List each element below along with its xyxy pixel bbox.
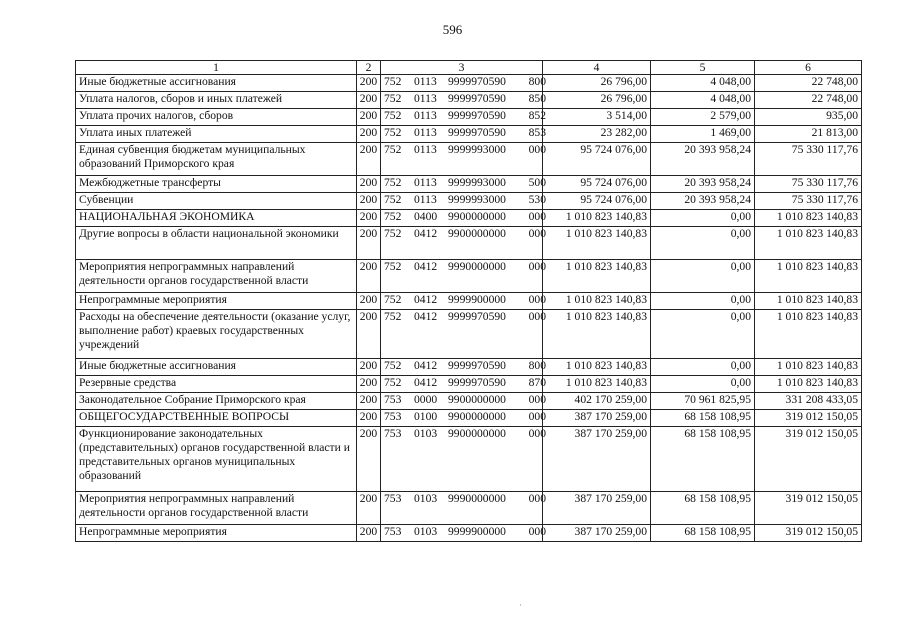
code-part-2: 0103 xyxy=(414,525,438,538)
code-part-4: 000 xyxy=(528,410,546,423)
row-value-5: 68 158 108,95 xyxy=(651,410,755,427)
code-part-4: 870 xyxy=(528,376,546,389)
code-part-3: 9999993000 xyxy=(448,176,506,189)
row-code xyxy=(381,176,546,193)
code-part-2: 0103 xyxy=(414,492,438,505)
code-part-2: 0412 xyxy=(414,359,438,372)
row-value-5: 68 158 108,95 xyxy=(651,525,755,542)
row-col2: 200 xyxy=(357,176,381,193)
row-name: НАЦИОНАЛЬНАЯ ЭКОНОМИКА xyxy=(76,210,357,227)
row-value-4: 387 170 259,00 xyxy=(543,410,651,427)
scan-speck: · xyxy=(519,600,522,610)
code-part-2: 0113 xyxy=(414,143,437,156)
row-code xyxy=(381,109,546,126)
row-code xyxy=(381,210,546,227)
row-value-5: 68 158 108,95 xyxy=(651,492,755,525)
code-part-2: 0113 xyxy=(414,75,437,88)
table-row xyxy=(76,75,862,92)
row-value-4: 1 010 823 140,83 xyxy=(543,260,651,293)
row-col2: 200 xyxy=(357,427,381,492)
code-part-4: 852 xyxy=(528,109,546,122)
code-part-2: 0412 xyxy=(414,260,438,273)
row-value-6: 22 748,00 xyxy=(755,75,862,92)
row-value-6: 1 010 823 140,83 xyxy=(755,210,862,227)
header-cell-2: 2 xyxy=(357,61,381,75)
code-part-3: 9999970590 xyxy=(448,126,506,139)
row-code xyxy=(381,126,546,143)
row-name: Мероприятия непрограммных направлений деятельности органов государственной власти xyxy=(76,492,357,525)
code-part-3: 9999970590 xyxy=(448,310,506,323)
code-part-1: 753 xyxy=(384,427,402,440)
code-part-4: 000 xyxy=(528,227,546,240)
code-part-3: 9999970590 xyxy=(448,109,506,122)
row-value-4: 1 010 823 140,83 xyxy=(543,359,651,376)
row-name: Мероприятия непрограммных направлений деятельности органов государственной власти xyxy=(76,260,357,293)
code-part-3: 9900000000 xyxy=(448,227,506,240)
row-value-5: 4 048,00 xyxy=(651,92,755,109)
row-value-5: 68 158 108,95 xyxy=(651,427,755,492)
row-value-4: 387 170 259,00 xyxy=(543,427,651,492)
row-value-6: 21 813,00 xyxy=(755,126,862,143)
row-code xyxy=(381,393,546,410)
row-value-5: 1 469,00 xyxy=(651,126,755,143)
table-row xyxy=(76,427,862,492)
row-name: Другие вопросы в области национальной экономики xyxy=(76,227,357,260)
code-part-1: 752 xyxy=(384,75,402,88)
code-part-2: 0000 xyxy=(414,393,438,406)
code-part-3: 9990000000 xyxy=(448,492,506,505)
row-col2: 200 xyxy=(357,193,381,210)
table-row xyxy=(76,293,862,310)
header-cell-4: 4 xyxy=(543,61,651,75)
row-value-6: 319 012 150,05 xyxy=(755,410,862,427)
row-code xyxy=(381,143,546,176)
table-row xyxy=(76,393,862,410)
code-part-2: 0412 xyxy=(414,293,438,306)
row-code xyxy=(381,376,546,393)
code-part-4: 800 xyxy=(528,359,546,372)
row-code xyxy=(381,293,546,310)
row-code xyxy=(381,310,546,359)
row-value-5: 0,00 xyxy=(651,359,755,376)
row-value-4: 26 796,00 xyxy=(543,92,651,109)
code-part-4: 000 xyxy=(528,293,546,306)
row-col2: 200 xyxy=(357,92,381,109)
row-col2: 200 xyxy=(357,359,381,376)
row-name: Законодательное Собрание Приморского края xyxy=(76,393,357,410)
row-value-4: 1 010 823 140,83 xyxy=(543,210,651,227)
code-part-4: 853 xyxy=(528,126,546,139)
code-part-1: 753 xyxy=(384,525,402,538)
row-value-6: 935,00 xyxy=(755,109,862,126)
row-value-4: 95 724 076,00 xyxy=(543,176,651,193)
code-part-3: 9999970590 xyxy=(448,75,506,88)
code-part-1: 753 xyxy=(384,492,402,505)
row-col2: 200 xyxy=(357,75,381,92)
row-code xyxy=(381,427,546,492)
row-code xyxy=(381,410,546,427)
row-code xyxy=(381,492,546,525)
row-value-6: 75 330 117,76 xyxy=(755,193,862,210)
row-value-5: 0,00 xyxy=(651,310,755,359)
row-name: Непрограммные мероприятия xyxy=(76,293,357,310)
row-value-5: 20 393 958,24 xyxy=(651,143,755,176)
code-part-1: 752 xyxy=(384,260,402,273)
row-value-6: 1 010 823 140,83 xyxy=(755,376,862,393)
code-part-4: 000 xyxy=(528,427,546,440)
code-part-1: 752 xyxy=(384,210,402,223)
table-row xyxy=(76,210,862,227)
code-part-4: 000 xyxy=(528,492,546,505)
row-code xyxy=(381,359,546,376)
row-col2: 200 xyxy=(357,492,381,525)
row-name: Межбюджетные трансферты xyxy=(76,176,357,193)
table-row xyxy=(76,126,862,143)
table-row xyxy=(76,410,862,427)
row-name: Непрограммные мероприятия xyxy=(76,525,357,542)
row-name: Иные бюджетные ассигнования xyxy=(76,75,357,92)
code-part-3: 9999970590 xyxy=(448,92,506,105)
header-cell-1: 1 xyxy=(76,61,357,75)
row-value-6: 75 330 117,76 xyxy=(755,143,862,176)
code-part-3: 9990000000 xyxy=(448,260,506,273)
row-col2: 200 xyxy=(357,227,381,260)
row-code xyxy=(381,227,546,260)
row-col2: 200 xyxy=(357,376,381,393)
code-part-1: 752 xyxy=(384,92,402,105)
code-part-1: 753 xyxy=(384,393,402,406)
table-row xyxy=(76,359,862,376)
row-value-5: 0,00 xyxy=(651,260,755,293)
table-row xyxy=(76,193,862,210)
header-cell-5: 5 xyxy=(651,61,755,75)
row-value-6: 331 208 433,05 xyxy=(755,393,862,410)
code-part-3: 9900000000 xyxy=(448,410,506,423)
row-value-6: 319 012 150,05 xyxy=(755,525,862,542)
row-name: Функционирование законодательных (представительных) органов государственной власти и представительных органов муниципальных образований xyxy=(76,427,357,492)
code-part-4: 000 xyxy=(528,260,546,273)
row-value-5: 20 393 958,24 xyxy=(651,176,755,193)
code-part-2: 0412 xyxy=(414,310,438,323)
row-code xyxy=(381,193,546,210)
row-col2: 200 xyxy=(357,260,381,293)
code-part-4: 000 xyxy=(528,525,546,538)
code-part-3: 9900000000 xyxy=(448,210,506,223)
row-code xyxy=(381,75,546,92)
row-name: Уплата иных платежей xyxy=(76,126,357,143)
code-part-3: 9999970590 xyxy=(448,359,506,372)
row-code xyxy=(381,92,546,109)
code-part-1: 752 xyxy=(384,126,402,139)
row-col2: 200 xyxy=(357,126,381,143)
row-name: Расходы на обеспечение деятельности (оказание услуг, выполнение работ) краевых государственных учреждений xyxy=(76,310,357,359)
row-value-6: 1 010 823 140,83 xyxy=(755,293,862,310)
table-row xyxy=(76,176,862,193)
row-col2: 200 xyxy=(357,410,381,427)
code-part-2: 0412 xyxy=(414,376,438,389)
row-col2: 200 xyxy=(357,293,381,310)
table-body xyxy=(76,61,862,542)
row-value-5: 0,00 xyxy=(651,227,755,260)
table-row xyxy=(76,525,862,542)
code-part-3: 9999970590 xyxy=(448,376,506,389)
code-part-4: 800 xyxy=(528,75,546,88)
header-cell-3: 3 xyxy=(381,61,543,75)
row-value-4: 95 724 076,00 xyxy=(543,143,651,176)
row-value-4: 387 170 259,00 xyxy=(543,492,651,525)
row-value-5: 70 961 825,95 xyxy=(651,393,755,410)
row-name: Резервные средства xyxy=(76,376,357,393)
row-value-4: 95 724 076,00 xyxy=(543,193,651,210)
row-value-6: 319 012 150,05 xyxy=(755,427,862,492)
row-value-5: 4 048,00 xyxy=(651,75,755,92)
row-value-6: 1 010 823 140,83 xyxy=(755,227,862,260)
row-col2: 200 xyxy=(357,109,381,126)
table-row xyxy=(76,92,862,109)
code-part-3: 9999993000 xyxy=(448,193,506,206)
table-row xyxy=(76,492,862,525)
table-row xyxy=(76,227,862,260)
budget-table xyxy=(75,60,862,542)
code-part-2: 0113 xyxy=(414,193,437,206)
code-part-4: 000 xyxy=(528,393,546,406)
code-part-1: 752 xyxy=(384,109,402,122)
code-part-3: 9999993000 xyxy=(448,143,506,156)
code-part-2: 0113 xyxy=(414,92,437,105)
code-part-1: 752 xyxy=(384,293,402,306)
row-value-4: 402 170 259,00 xyxy=(543,393,651,410)
code-part-2: 0103 xyxy=(414,427,438,440)
code-part-2: 0113 xyxy=(414,109,437,122)
row-col2: 200 xyxy=(357,210,381,227)
row-value-6: 1 010 823 140,83 xyxy=(755,260,862,293)
code-part-1: 752 xyxy=(384,310,402,323)
code-part-4: 000 xyxy=(528,310,546,323)
code-part-4: 530 xyxy=(528,193,546,206)
row-value-6: 1 010 823 140,83 xyxy=(755,359,862,376)
code-part-1: 752 xyxy=(384,227,402,240)
row-value-6: 22 748,00 xyxy=(755,92,862,109)
row-value-6: 1 010 823 140,83 xyxy=(755,310,862,359)
header-cell-6: 6 xyxy=(755,61,862,75)
row-value-4: 26 796,00 xyxy=(543,75,651,92)
row-value-4: 1 010 823 140,83 xyxy=(543,376,651,393)
table-row xyxy=(76,260,862,293)
table-row xyxy=(76,376,862,393)
code-part-1: 752 xyxy=(384,193,402,206)
code-part-4: 000 xyxy=(528,210,546,223)
table-row xyxy=(76,310,862,359)
code-part-3: 9900000000 xyxy=(448,427,506,440)
row-value-4: 1 010 823 140,83 xyxy=(543,293,651,310)
row-value-5: 0,00 xyxy=(651,376,755,393)
row-value-4: 23 282,00 xyxy=(543,126,651,143)
code-part-2: 0412 xyxy=(414,227,438,240)
code-part-4: 000 xyxy=(528,143,546,156)
row-value-5: 2 579,00 xyxy=(651,109,755,126)
header-row xyxy=(76,61,862,75)
code-part-1: 752 xyxy=(384,376,402,389)
code-part-2: 0113 xyxy=(414,176,437,189)
row-code xyxy=(381,260,546,293)
code-part-4: 850 xyxy=(528,92,546,105)
row-name: Единая субвенция бюджетам муниципальных образований Приморского края xyxy=(76,143,357,176)
table-row xyxy=(76,143,862,176)
code-part-3: 9999900000 xyxy=(448,525,506,538)
code-part-1: 752 xyxy=(384,359,402,372)
row-name: Иные бюджетные ассигнования xyxy=(76,359,357,376)
row-col2: 200 xyxy=(357,143,381,176)
table-row xyxy=(76,109,862,126)
row-value-4: 1 010 823 140,83 xyxy=(543,227,651,260)
row-col2: 200 xyxy=(357,525,381,542)
page-number: 596 xyxy=(442,22,463,37)
row-value-5: 0,00 xyxy=(651,210,755,227)
code-part-2: 0400 xyxy=(414,210,438,223)
code-part-1: 753 xyxy=(384,410,402,423)
row-col2: 200 xyxy=(357,310,381,359)
row-value-4: 3 514,00 xyxy=(543,109,651,126)
row-name: ОБЩЕГОСУДАРСТВЕННЫЕ ВОПРОСЫ xyxy=(76,410,357,427)
row-value-4: 387 170 259,00 xyxy=(543,525,651,542)
row-value-6: 319 012 150,05 xyxy=(755,492,862,525)
code-part-3: 9999900000 xyxy=(448,293,506,306)
code-part-3: 9900000000 xyxy=(448,393,506,406)
row-value-5: 0,00 xyxy=(651,293,755,310)
code-part-1: 752 xyxy=(384,143,402,156)
row-col2: 200 xyxy=(357,393,381,410)
code-part-1: 752 xyxy=(384,176,402,189)
row-value-5: 20 393 958,24 xyxy=(651,193,755,210)
code-part-2: 0113 xyxy=(414,126,437,139)
row-name: Субвенции xyxy=(76,193,357,210)
row-name: Уплата прочих налогов, сборов xyxy=(76,109,357,126)
row-value-6: 75 330 117,76 xyxy=(755,176,862,193)
row-code xyxy=(381,525,546,542)
code-part-4: 500 xyxy=(528,176,546,189)
row-name: Уплата налогов, сборов и иных платежей xyxy=(76,92,357,109)
code-part-2: 0100 xyxy=(414,410,438,423)
row-value-4: 1 010 823 140,83 xyxy=(543,310,651,359)
